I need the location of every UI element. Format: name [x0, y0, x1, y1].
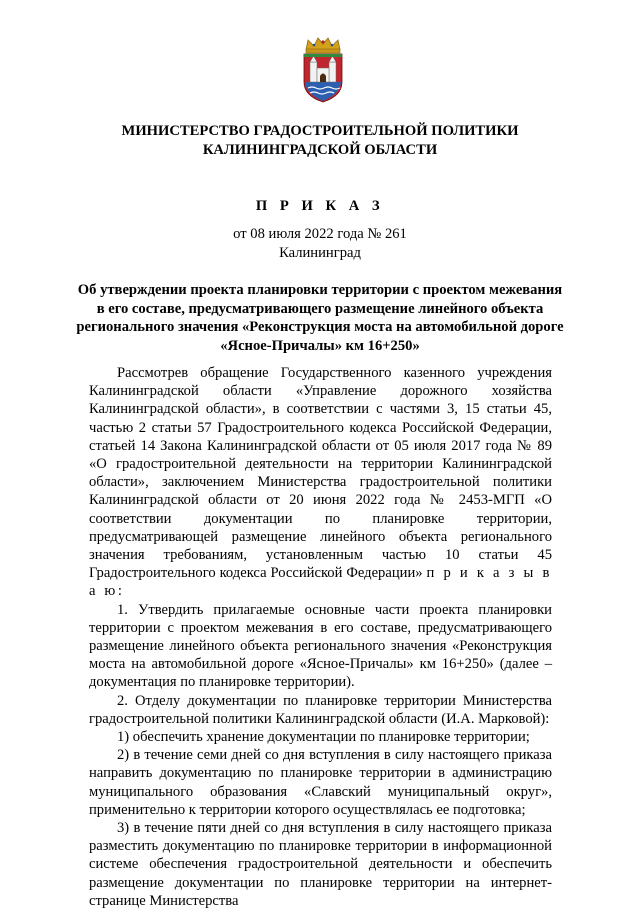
ministry-name-line1: МИНИСТЕРСТВО ГРАДОСТРОИТЕЛЬНОЙ ПОЛИТИКИ [121, 123, 519, 139]
subject-line2: в его составе, предусматривающего размещение линейного объекта [96, 300, 544, 317]
order-subject [60, 281, 580, 355]
ministry-name [60, 122, 580, 160]
ministry-name-line2: КАЛИНИНГРАДСКОЙ ОБЛАСТИ [202, 142, 438, 158]
item-2-3: 3) в течение пяти дней со дня вступления в силу настоящего приказа разместить документацию по планировке территории в информационной системе обеспечения градостроительной деятельности и обеспечить размещение документации по планировке территории на интернет-странице Министерства [89, 820, 552, 909]
order-city: Калининград [279, 244, 361, 261]
order-body [89, 364, 552, 910]
order-title: П Р И К А З [255, 198, 385, 214]
item-1: 1. Утвердить прилагаемые основные части проекта планировки территории с проектом межевания в его составе, предусматривающего размещение линейного объекта регионального значения «Реконструкция моста на автомобильной дороге «Ясное-Причалы» км 16+250» (далее – документация по планировке территории). [89, 601, 552, 691]
preamble-text: Рассмотрев обращение Государственного казенного учреждения Калининградской области «Управление дорожного хозяйства Калининградской области», в соответствии с частями 3, 15 статьи 45, частью 2 статьи 57 Градостроительного кодекса Российской Федерации, статьей 14 Закона Калининградской области от 05 июля 2017 года № 89 «О градостроительной деятельности на территории Калининградской области», заключением Министерства градостроительной политики Калининградской области от 20 июня 2022 года № 2453-МГП «О соответствии документации по планировке территории, предусматривающей размещение линейного объекта регионального значения требованиям, установленным частью 10 статьи 45 Градостроительного кодекса Российской Федерации» [89, 365, 552, 582]
item-2-2: 2) в течение семи дней со дня вступления в силу настоящего приказа направить документацию по планировке территории в администрацию муниципального образования «Славский муниципальный округ», применительно к территории которого осуществлялась ее подготовка; [89, 747, 552, 818]
subject-line1: Об утверждении проекта планировки территории с проектом межевания [77, 282, 563, 298]
order-date-number: от 08 июля 2022 года № 261 [233, 226, 407, 242]
subject-line3: регионального значения «Реконструкция моста на автомобильной дороге [76, 319, 564, 335]
subject-line4: «Ясное-Причалы» км 16+250» [220, 337, 420, 354]
item-2-1: 1) обеспечить хранение документации по планировке территории; [117, 729, 530, 746]
item-2: 2. Отделу документации по планировке территории Министерства градостроительной политики Калининградской области (И.А. Марковой): [89, 692, 552, 727]
preamble-paragraph [89, 364, 552, 601]
decree-word: п р и к а з ы в а ю: [89, 565, 552, 600]
coat-of-arms-icon [298, 36, 348, 104]
order-meta [60, 225, 580, 262]
